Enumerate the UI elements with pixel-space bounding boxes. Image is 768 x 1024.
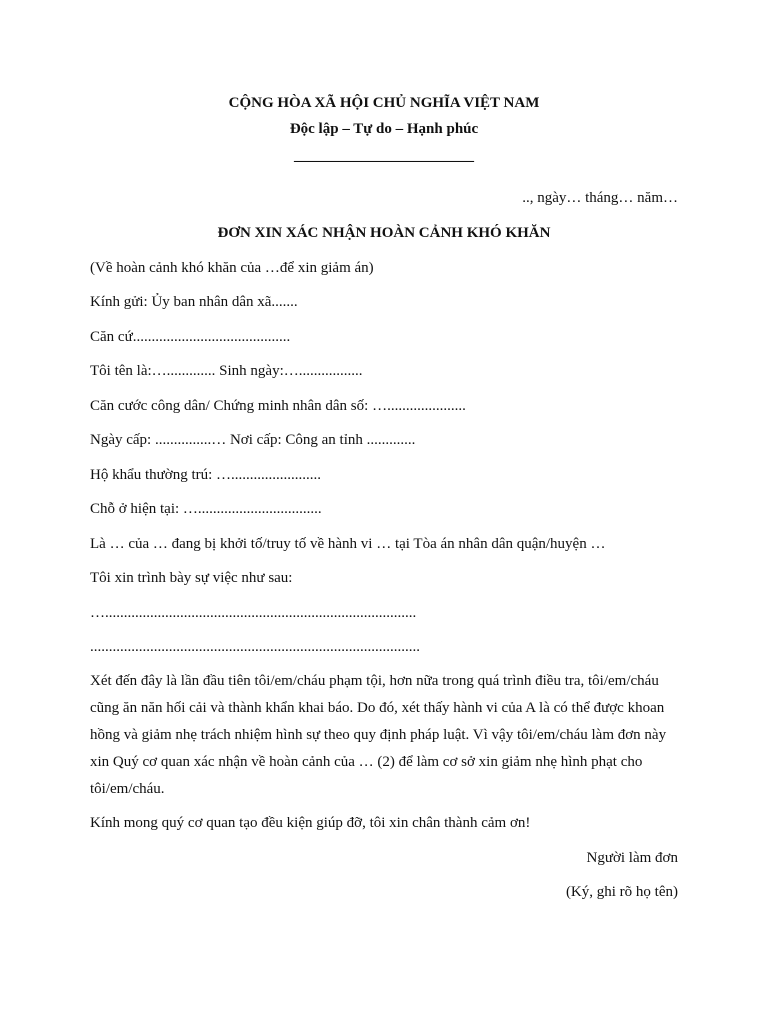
body-paragraph-line: cũng ăn năn hối cải và thành khẩn khai báo. Do đó, xét thấy hành vi của A là có thể được khoan bbox=[90, 700, 665, 716]
date-line: .., ngày… tháng… năm… bbox=[522, 190, 678, 206]
statement-intro-line: Tôi xin trình bày sự việc như sau: bbox=[90, 570, 293, 586]
body-paragraph-line: xin Quý cơ quan xác nhận về hoàn cảnh của … (2) để làm cơ sở xin giảm nhẹ hình phạt cho bbox=[90, 754, 643, 770]
residence-line: Hộ khẩu thường trú: …........................ bbox=[90, 467, 322, 483]
document-title: ĐƠN XIN XÁC NHẬN HOÀN CẢNH KHÓ KHĂN bbox=[217, 225, 551, 241]
case-info-line: Là … của … đang bị khởi tố/truy tố về hành vi … tại Tòa án nhân dân quận/huyện … bbox=[90, 536, 606, 552]
statement-blank-2: ........................................................................................ bbox=[90, 639, 420, 655]
subtitle-line: (Về hoàn cảnh khó khăn của …để xin giảm án) bbox=[90, 260, 374, 276]
motto-header: Độc lập – Tự do – Hạnh phúc bbox=[289, 121, 479, 137]
document-page bbox=[90, 0, 678, 1024]
body-paragraph-line: hồng và giảm nhẹ trách nhiệm hình sự theo quy định pháp luật. Vì vậy tôi/em/cháu làm đơn này bbox=[90, 727, 667, 743]
issue-info-line: Ngày cấp: ...............… Nơi cấp: Công an tỉnh ............. bbox=[90, 432, 416, 448]
recipient-line: Kính gửi: Ủy ban nhân dân xã....... bbox=[90, 294, 298, 310]
closing-line: Kính mong quý cơ quan tạo đều kiện giúp đỡ, tôi xin chân thành cảm ơn! bbox=[90, 815, 531, 831]
body-paragraph-line: Xét đến đây là lần đầu tiên tôi/em/cháu phạm tội, hơn nữa trong quá trình điều tra, tôi/em/cháu bbox=[90, 673, 659, 689]
signature-note: (Ký, ghi rõ họ tên) bbox=[565, 884, 678, 900]
nation-header: CỘNG HÒA XÃ HỘI CHỦ NGHĨA VIỆT NAM bbox=[228, 95, 540, 111]
statement-blank-1: …................................................................................... bbox=[90, 605, 417, 621]
name-birthdate-line: Tôi tên là:…............. Sinh ngày:…................. bbox=[90, 363, 363, 379]
header-separator: ________________________ bbox=[294, 148, 474, 164]
signature-label: Người làm đơn bbox=[586, 850, 678, 866]
id-number-line: Căn cước công dân/ Chứng minh nhân dân số: …..................... bbox=[90, 398, 466, 414]
current-address-line: Chỗ ở hiện tại: …................................. bbox=[90, 501, 322, 517]
basis-line: Căn cứ.......................................... bbox=[90, 329, 291, 345]
body-paragraph-line: tôi/em/cháu. bbox=[90, 781, 165, 797]
